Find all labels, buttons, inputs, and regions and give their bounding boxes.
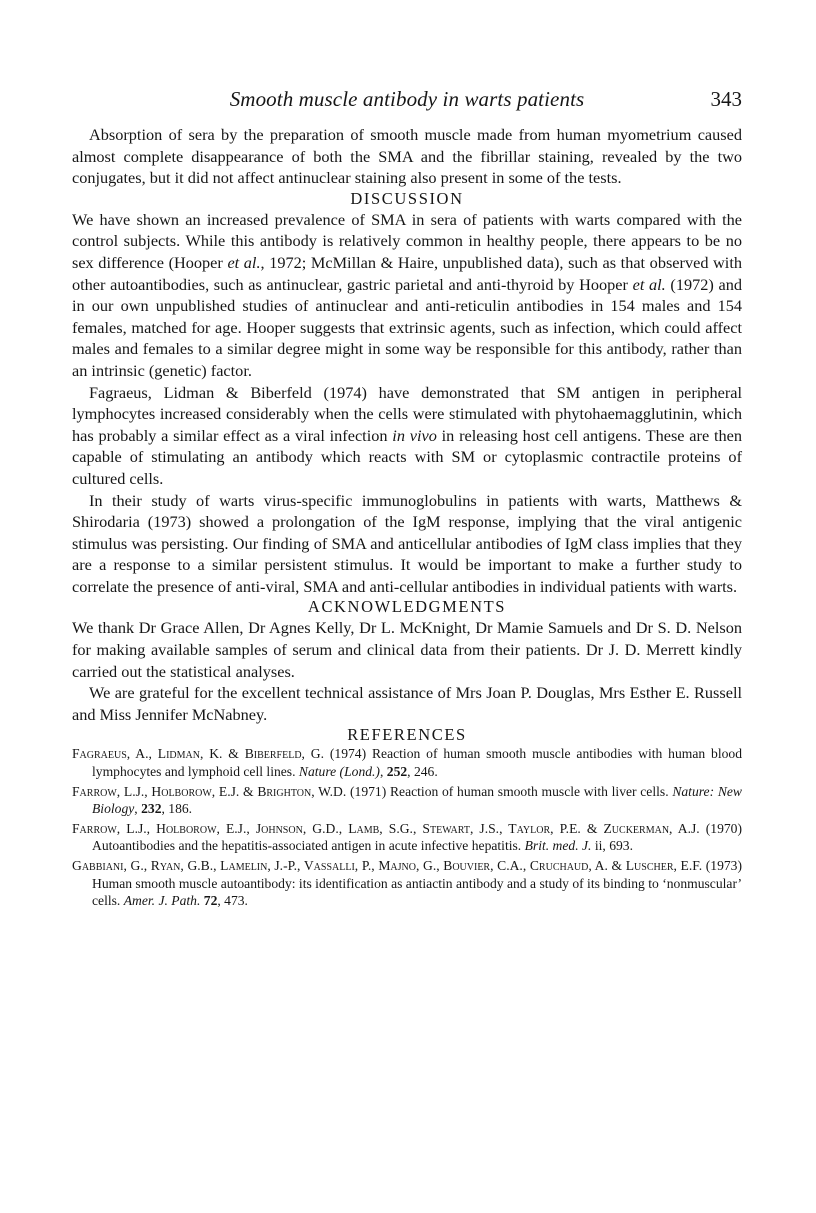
reference-authors: Farrow, L.J., Holborow, E.J. & Brighton, W.D. (72, 783, 347, 799)
reference-volume: 72 (203, 893, 218, 909)
text-run: Fagraeus, Lidman & Biberfeld (1974) have demonstrated that SM antigen in peripheral lymphocytes increased considerably when the cells were stimulated with phytohaemagglutinin, which has probably a similar effect as a viral infection (72, 382, 742, 445)
reference-item (72, 857, 742, 910)
reference-pages: , 473. (217, 893, 248, 909)
acknowledgments-paragraph-2: We are grateful for the excellent technical assistance of Mrs Joan P. Douglas, Mrs Esther E. Russell and Miss Jennifer McNabney. (72, 683, 742, 724)
reference-volume: 232 (141, 801, 162, 817)
reference-text: (1974) Reaction of human smooth muscle antibodies with human blood lymphocytes and lymphoid cell lines. (92, 746, 743, 780)
reference-item (72, 783, 742, 818)
discussion-paragraph-3: In their study of warts virus-specific immunoglobulins in patients with warts, Matthews & Shirodaria (1973) showed a prolongation of the IgM response, implying that the viral antigenic stimulus was persisting. Our finding of SMA and anticellular antibodies of IgM class implies that they are a response to a similar persistent stimulus. It would be important to make a further study to correlate the presence of anti-viral, SMA and anti-cellular antibodies in individual patients with warts. (72, 490, 742, 596)
reference-authors: Farrow, L.J., Holborow, E.J., Johnson, G.D., Lamb, S.G., Stewart, J.S., Taylor, P.E. & Zuckerman, A.J. (72, 820, 700, 836)
discussion-paragraph-1 (72, 209, 742, 382)
reference-text: (1971) Reaction of human smooth muscle with liver cells. (346, 783, 673, 799)
acknowledgments-heading: ACKNOWLEDGMENTS (307, 597, 507, 617)
reference-pages: ii, 693. (594, 838, 633, 854)
references-heading: REFERENCES (347, 725, 467, 745)
italic-run: et al. (632, 274, 666, 294)
reference-pages: , 246. (407, 764, 438, 780)
page-number: 343 (710, 87, 742, 111)
reference-item (72, 820, 742, 855)
running-title: Smooth muscle antibody in warts patients (229, 87, 585, 111)
italic-run: in vivo (392, 425, 437, 445)
reference-authors: Fagraeus, A., Lidman, K. & Biberfeld, G. (72, 746, 325, 762)
reference-journal: Nature: New Biology (92, 783, 742, 817)
text-run: (1972) and in our own unpublished studies of antinuclear and anti-reticulin antibodies in 154 males and 154 females, matched for age. Hooper suggests that extrinsic agents, such as infection, which could affect males and females to a similar degree might in some way be responsible for this antibody, rather than an intrinsic (genetic) factor. (72, 274, 742, 380)
italic-run: et al. (227, 252, 261, 272)
reference-journal: Amer. J. Path. (123, 893, 201, 909)
acknowledgments-paragraph-1: We thank Dr Grace Allen, Dr Agnes Kelly, Dr L. McKnight, Dr Mamie Samuels and Dr S. D. Nelson for making available samples of serum and clinical data from their patients. Dr J. D. Merrett kindly carried out the statistical analyses. (72, 618, 742, 681)
reference-pages: , 186. (161, 801, 193, 817)
reference-list (72, 745, 742, 909)
reference-item (72, 745, 742, 780)
reference-separator: , (134, 801, 142, 817)
reference-journal: Brit. med. J. (524, 838, 592, 854)
reference-separator: , (379, 764, 387, 780)
discussion-paragraph-2 (72, 382, 742, 490)
text-run: in releasing host cell antigens. These are then capable of stimulating an antibody which reacts with SM or cytoplasmic contractile proteins of cultured cells. (72, 425, 742, 488)
reference-text: (1970) Autoantibodies and the hepatitis-associated antigen in acute infective hepatitis. (92, 820, 742, 854)
running-head (72, 84, 742, 118)
page (72, 84, 742, 912)
discussion-heading: DISCUSSION (350, 188, 464, 208)
intro-paragraph: Absorption of sera by the preparation of smooth muscle made from human myometrium caused almost complete disappearance of both the SMA and the fibrillar staining, revealed by the two conjugates, but it did not affect antinuclear staining also present in some of the tests. (72, 125, 742, 188)
reference-text: (1973) Human smooth muscle autoantibody: its identification as antiactin antibody and a study of its binding to ‘nonmuscular’ cells. (92, 858, 742, 909)
reference-journal: Nature (Lond.) (298, 764, 380, 780)
text-run: , 1972; McMillan & Haire, unpublished data), such as that observed with other autoantibodies, such as antinuclear, gastric parietal and anti-thyroid by Hooper (72, 252, 742, 294)
reference-authors: Gabbiani, G., Ryan, G.B., Lamelin, J.-P., Vassalli, P., Majno, G., Bouvier, C.A., Cruchaud, A. & Luscher, E.F. (72, 858, 703, 873)
reference-volume: 252 (386, 764, 408, 780)
text-run: We have shown an increased prevalence of SMA in sera of patients with warts compared with the control subjects. While this antibody is relatively common in healthy people, there appears to be no sex difference (Hooper (72, 209, 742, 272)
